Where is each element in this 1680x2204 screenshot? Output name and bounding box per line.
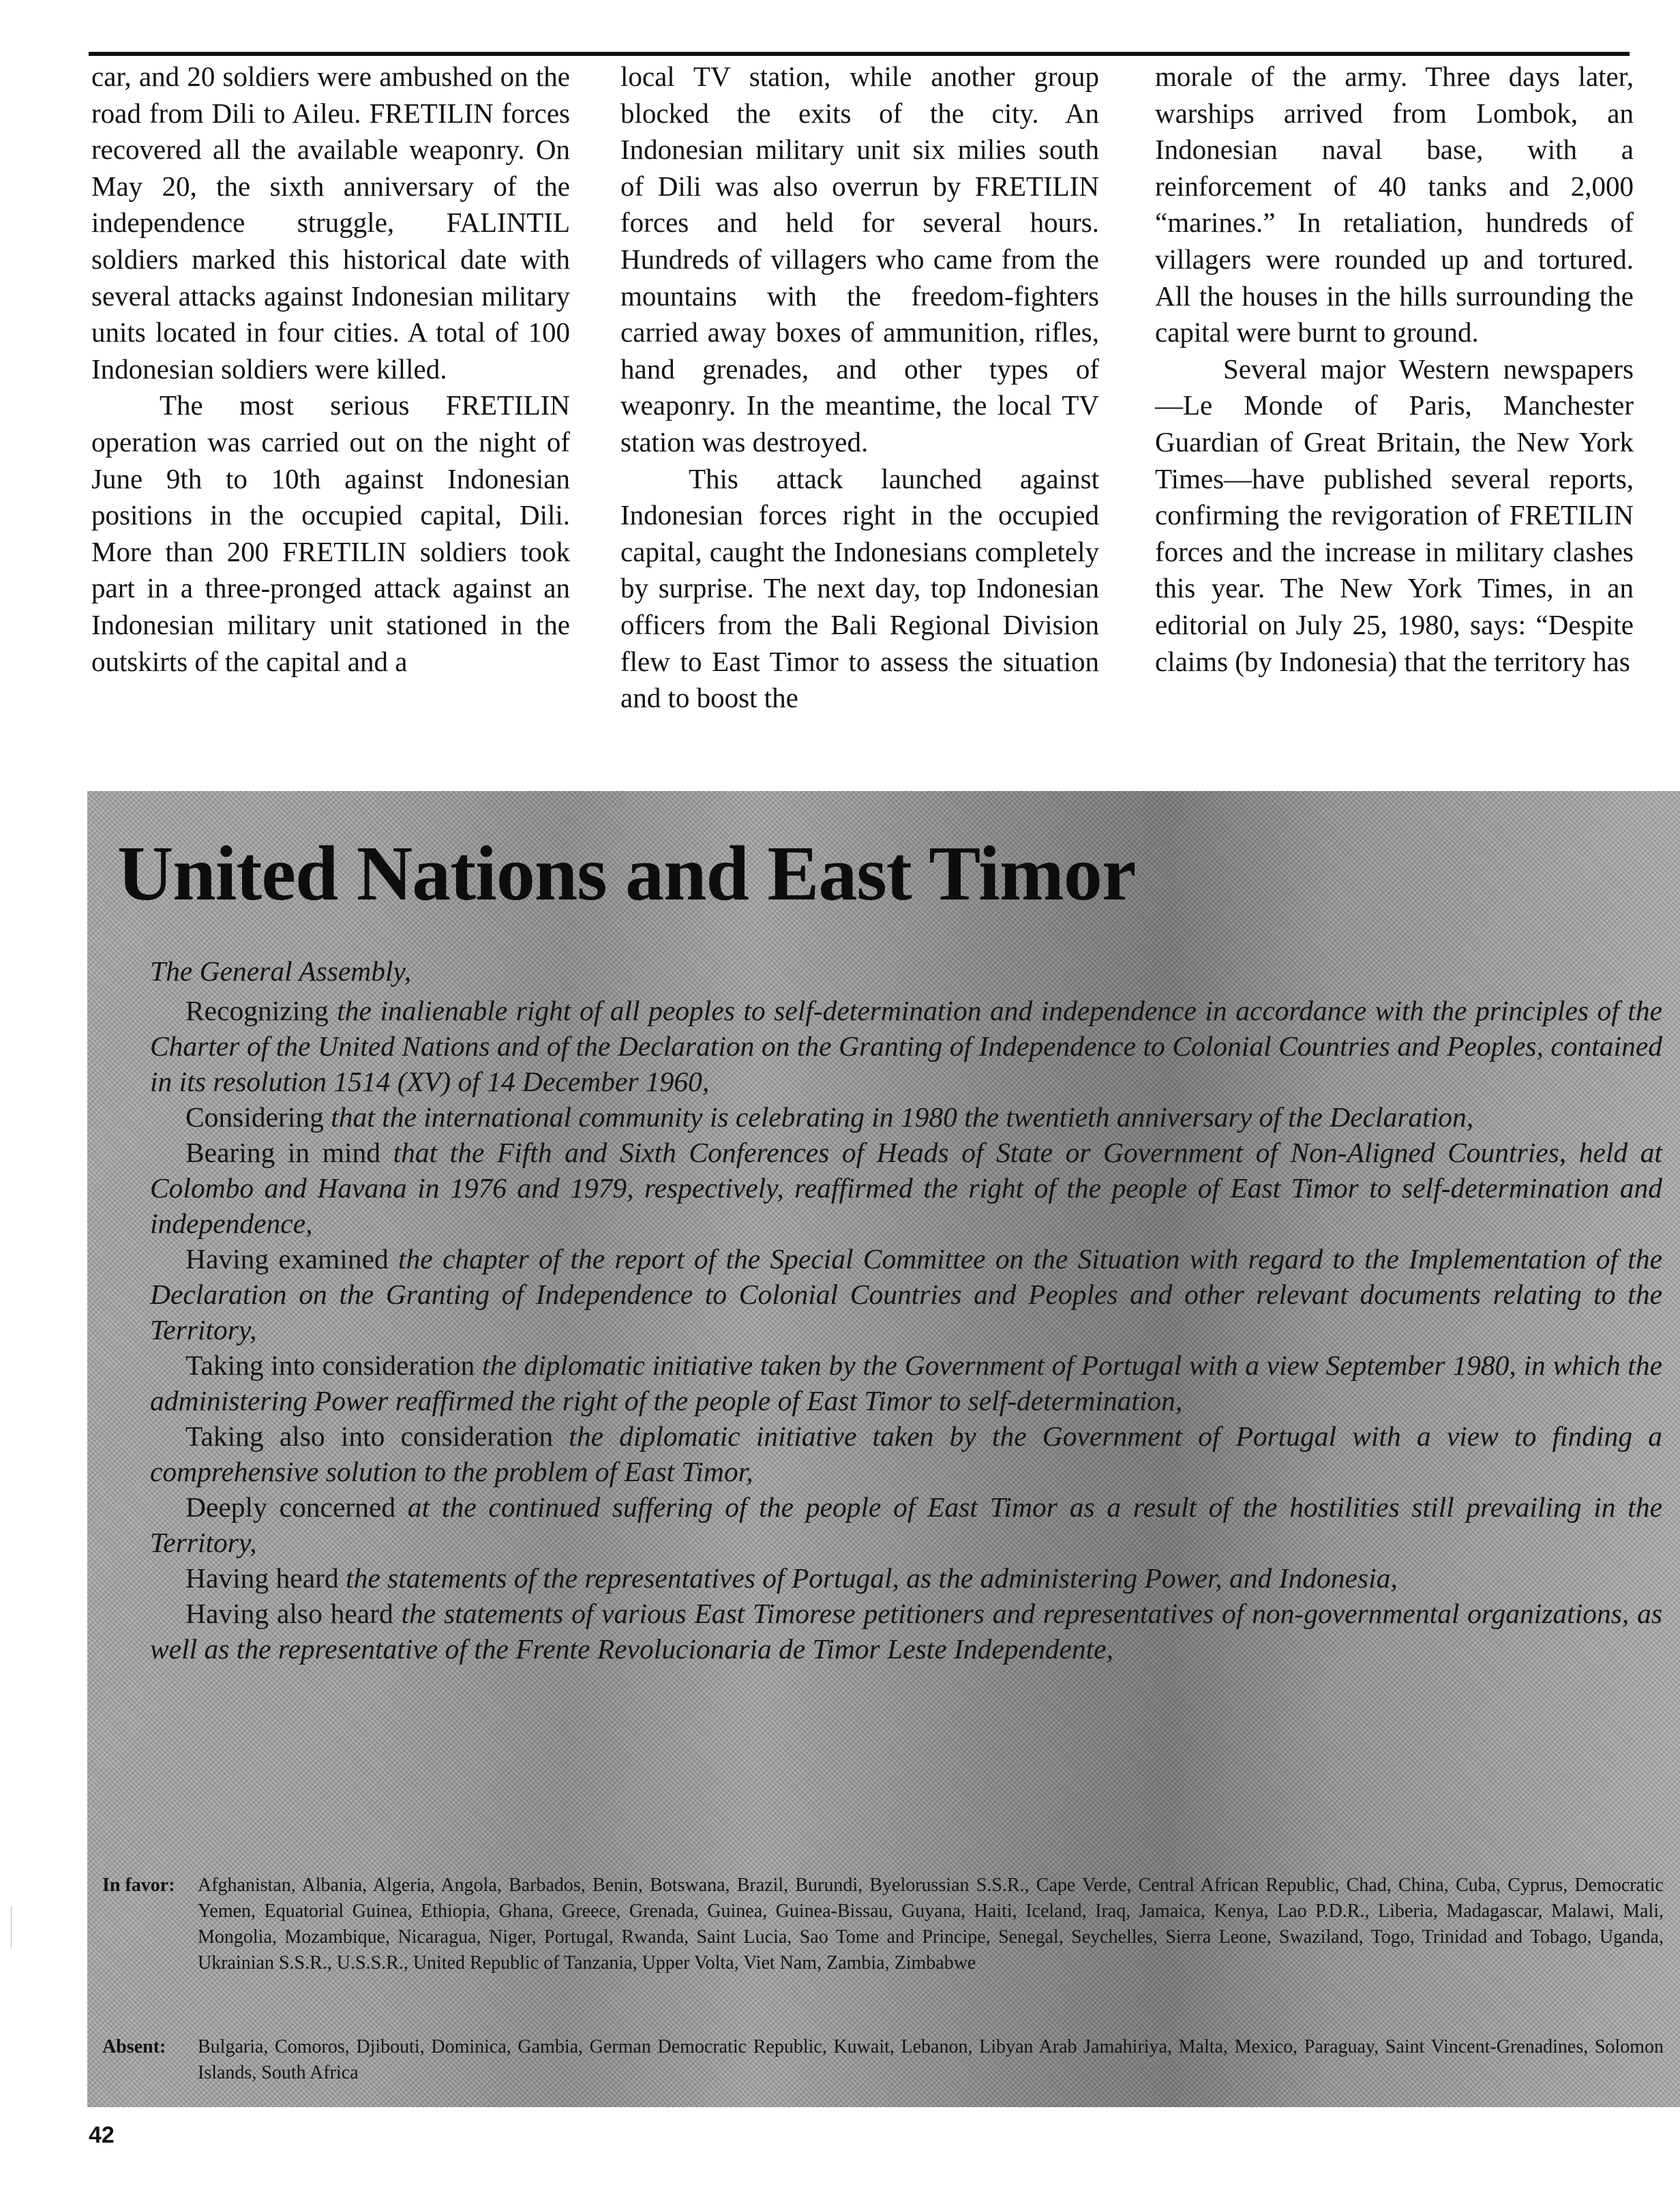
top-rule: [89, 52, 1630, 56]
absent-label: Absent:: [102, 2036, 166, 2057]
un-resolution-box: [87, 791, 1680, 2107]
article-column-1: [91, 59, 570, 680]
in-favor-list: Afghanistan, Albania, Algeria, Angola, Barbados, Benin, Botswana, Brazil, Burundi, Byelorussian S.S.R., Cape Verde, Central African Republic, Chad, China, Cuba, Cyprus, Democratic Yemen, Equatorial Guinea, Ethiopia, Ghana, Greece, Grenada, Guinea, Guinea-Bissau, Guyana, Haiti, Iceland, Iraq, Jamaica, Kenya, Lao P.D.R., Liberia, Madagascar, Malawi, Mali, Mongolia, Mozambique, Nicaragua, Niger, Portugal, Rwanda, Saint Lucia, Sao Tome and Principe, Senegal, Seychelles, Sierra Leone, Swaziland, Togo, Trinidad and Tobago, Uganda, Ukrainian S.S.R., U.S.S.R., United Republic of Tanzania, Upper Volta, Viet Nam, Zambia, Zimbabwe: [198, 1875, 1664, 1974]
article-paragraph: The most serious FRETILIN operation was carried out on the night of June 9th to 10th against Indonesian positions in the occupied capital, Dili. More than 200 FRETILIN soldiers took part in a three-pronged attack against an Indonesian military unit stationed in the outskirts of the capital and a: [91, 389, 570, 677]
resolution-clause: Considering that the international community is celebrating in 1980 the twentieth anniversary of the Declaration,: [185, 1101, 1474, 1133]
resolution-clause: Having heard the statements of the representatives of Portugal, as the administering Power, and Indonesia,: [185, 1562, 1398, 1594]
article-paragraph: This attack launched against Indonesian forces right in the occupied capital, caught the Indonesians completely by surprise. The next day, top Indonesian officers from the Bali Regional Division flew to East Timor to assess the situation and to boost the: [620, 462, 1099, 714]
margin-mark: [11, 1907, 12, 1948]
absent-list: Bulgaria, Comoros, Djibouti, Dominica, Gambia, German Democratic Republic, Kuwait, Lebanon, Libyan Arab Jamahiriya, Malta, Mexico, Paraguay, Saint Vincent-Grenadines, Solomon Islands, South Africa: [198, 2036, 1664, 2083]
article-paragraph: Several major Western newspapers—Le Monde of Paris, Manchester Guardian of Great Britain, the New York Times—have published several reports, confirming the revigoration of FRETILIN forces and the increase in military clashes this year. The New York Times, in an editorial on July 25, 1980, says: “Despite claims (by Indonesia) that the territory has: [1155, 353, 1634, 677]
resolution-text: [150, 953, 1662, 1667]
resolution-clause: Deeply concerned at the continued suffering of the people of East Timor as a result of the hostilities still prevailing in the Territory,: [150, 1491, 1662, 1558]
resolution-clause: Taking into consideration the diplomatic initiative taken by the Government of Portugal with a view September 1980, in which the administering Power reaffirmed the right of the people of East Timor to self-determination,: [150, 1350, 1663, 1416]
votes-in-favor: [102, 1873, 1664, 1976]
article-paragraph: morale of the army. Three days later, warships arrived from Lombok, an Indonesian naval base, with a reinforcement of 40 tanks and 2,000 “marines.” In retaliation, hundreds of villagers were rounded up and tortured. All the houses in the hills surrounding the capital were burnt to ground.: [1155, 61, 1634, 348]
page-number: 42: [89, 2122, 115, 2148]
votes-absent: [102, 2034, 1664, 2086]
resolution-clause: Recognizing the inalienable right of all peoples to self-determination and independence in accordance with the principles of the Charter of the United Nations and of the Declaration on the Granting of Independence to Colonial Countries and Peoples, contained in its resolution 1514 (XV) of 14 December 1960,: [150, 995, 1662, 1097]
resolution-clause: Bearing in mind that the Fifth and Sixth Conferences of Heads of State or Government of Non-Aligned Countries, held at Colombo and Havana in 1976 and 1979, respectively, reaffirmed the right of the people of East Timor to self-determination and independence,: [150, 1137, 1662, 1239]
resolution-intro: The General Assembly,: [150, 955, 412, 987]
article-paragraph: local TV station, while another group blocked the exits of the city. An Indonesian military unit six milies south of Dili was also overrun by FRETILIN forces and held for several hours. Hundreds of villagers who came from the mountains with the freedom-fighters carried away boxes of ammunition, rifles, hand grenades, and other types of weaponry. In the meantime, the local TV station was destroyed.: [620, 61, 1099, 458]
article-column-2: [620, 59, 1099, 717]
article-column-3: [1155, 59, 1634, 680]
resolution-clause: Taking also into consideration the diplomatic initiative taken by the Government of Portugal with a view to finding a comprehensive solution to the problem of East Timor,: [150, 1420, 1662, 1487]
box-title: United Nations and East Timor: [117, 830, 1136, 917]
in-favor-label: In favor:: [102, 1875, 175, 1896]
resolution-clause: Having examined the chapter of the report of the Special Committee on the Situation with regard to the Implementation of the Declaration on the Granting of Independence to Colonial Countries and Peoples and other relevant documents relating to the Territory,: [150, 1243, 1662, 1345]
article-paragraph: car, and 20 soldiers were ambushed on the road from Dili to Aileu. FRETILIN forces recovered all the available weaponry. On May 20, the sixth anniversary of the independence struggle, FALINTIL soldiers marked this historical date with several attacks against Indonesian military units located in four cities. A total of 100 Indonesian soldiers were killed.: [91, 61, 570, 385]
resolution-clause: Having also heard the statements of various East Timorese petitioners and representatives of non-governmental organizations, as well as the representative of the Frente Revolucionaria de Timor Leste Independente,: [150, 1598, 1662, 1665]
